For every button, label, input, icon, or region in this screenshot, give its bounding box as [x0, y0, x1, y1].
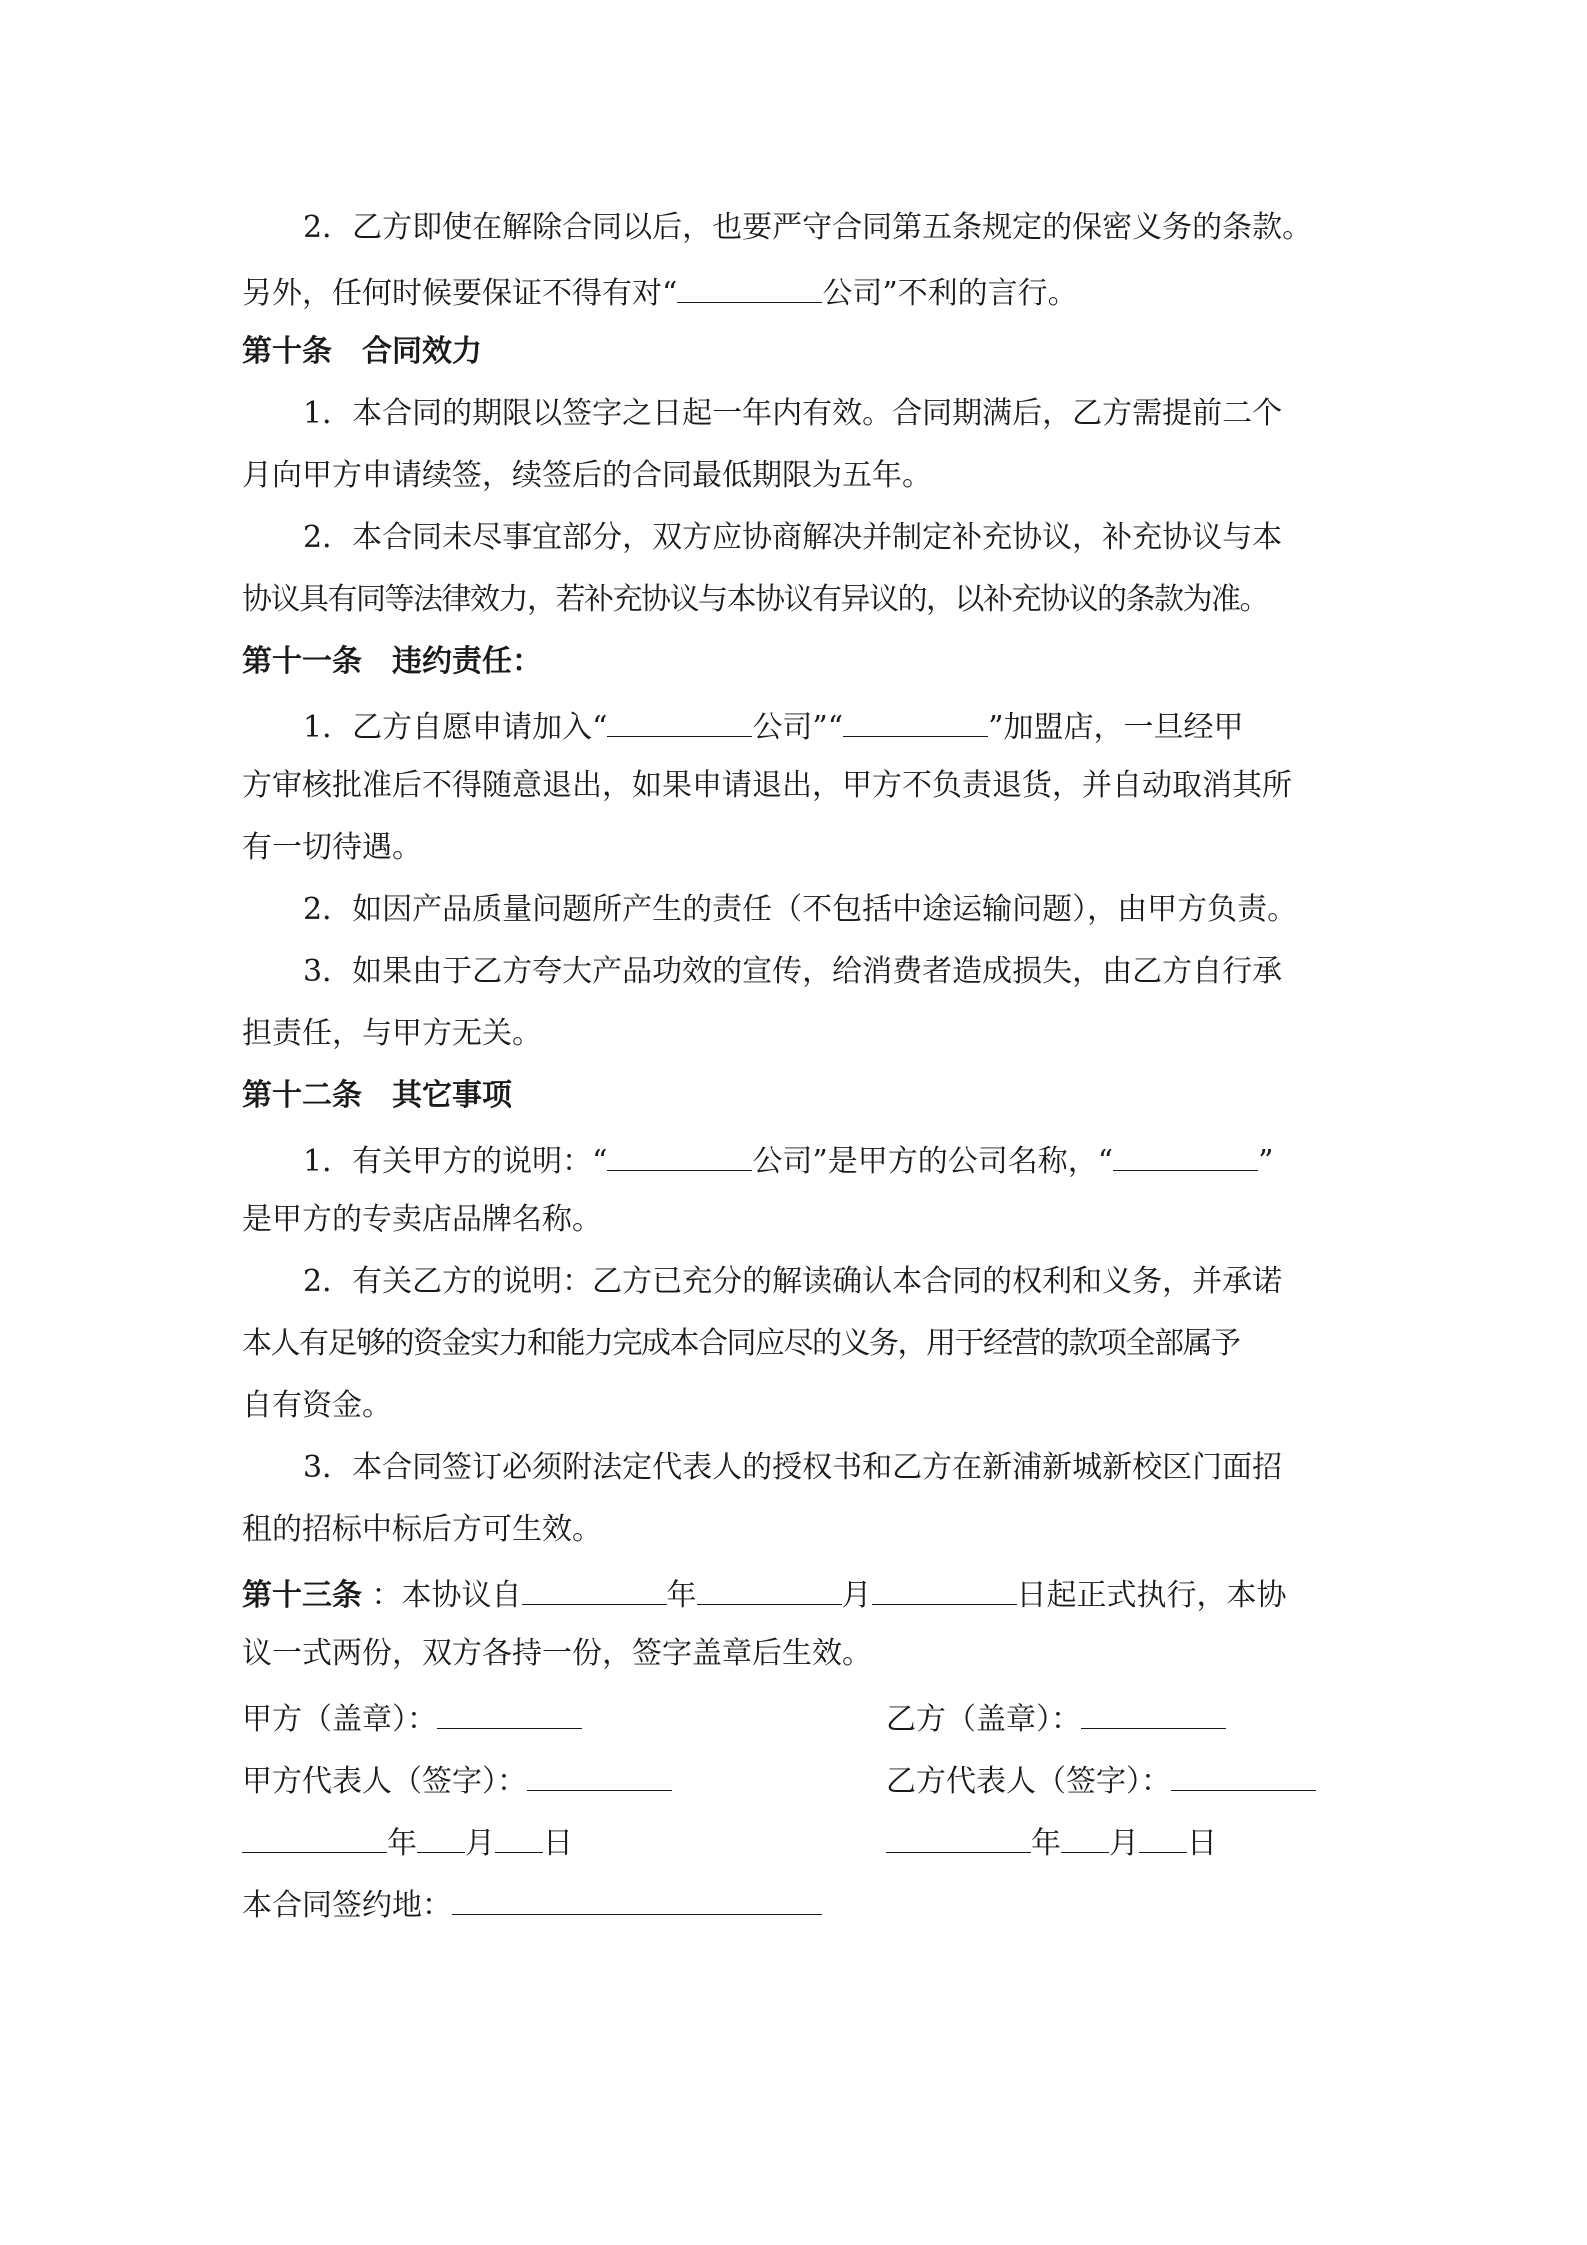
blank-field: [1171, 1758, 1316, 1791]
heading-text: 第十三条: [242, 1578, 362, 1613]
blank-field: [495, 1820, 543, 1853]
paragraph-line: [303, 1262, 1282, 1302]
signing-place: [242, 1882, 822, 1926]
text: 月: [841, 1578, 872, 1613]
text: 2．如因产品质量问题所产生的责任（不包括中途运输问题），由甲方负责。: [303, 892, 1298, 927]
blank-field: [607, 1138, 752, 1171]
heading-text: 第十条 合同效力: [242, 334, 482, 369]
text: 1．本合同的期限以签字之日起一年内有效。合同期满后，乙方需提前二个: [303, 396, 1283, 431]
blank-field: [843, 704, 988, 737]
text: 协议具有同等法律效力，若补充协议与本协议有异议的，以补充协议的条款为准。: [242, 582, 1268, 617]
text: 月向甲方申请续签，续签后的合同最低期限为五年。: [242, 458, 932, 493]
text: 本人有足够的资金实力和能力完成本合同应尽的义务，用于经营的款项全部属予: [242, 1326, 1240, 1361]
blank-field: [1081, 1696, 1226, 1729]
paragraph-line: [303, 1138, 1273, 1182]
blank-field: [527, 1758, 672, 1791]
text: 有一切待遇。: [242, 830, 422, 865]
section-heading: [242, 642, 542, 682]
paragraph-line: [242, 580, 1268, 620]
text: 2．乙方即使在解除合同以后，也要严守合同第五条规定的保密义务的条款。: [303, 210, 1313, 245]
paragraph-line: [242, 1324, 1240, 1364]
paragraph-line: [303, 208, 1312, 248]
text: 年: [1031, 1826, 1061, 1861]
blank-field: [886, 1820, 1031, 1853]
text: 公司”不利的言行。: [822, 276, 1078, 311]
text: 日起正式执行，本协: [1016, 1578, 1287, 1613]
blank-field: [697, 1572, 842, 1605]
text: 是甲方的专卖店品牌名称。: [242, 1202, 602, 1237]
section-heading: [242, 1076, 512, 1116]
paragraph-line: [242, 1386, 392, 1426]
label: 乙方代表人（签字）：: [886, 1764, 1171, 1799]
signature-party-a-rep: [242, 1758, 672, 1802]
label: 甲方（盖章）：: [242, 1702, 437, 1737]
text: 日: [543, 1826, 573, 1861]
label: 甲方代表人（签字）：: [242, 1764, 527, 1799]
paragraph-line: [303, 890, 1297, 930]
signature-party-a-seal: [242, 1696, 582, 1740]
blank-field: [872, 1572, 1017, 1605]
paragraph-line: [303, 1448, 1282, 1488]
text: 月: [1109, 1826, 1139, 1861]
text: 方审核批准后不得随意退出，如果申请退出，甲方不负责退货，并自动取消其所: [242, 768, 1292, 803]
text: 另外，任何时候要保证不得有对“: [242, 276, 678, 311]
paragraph-line: [303, 704, 1243, 748]
text: 年: [387, 1826, 417, 1861]
blank-field: [1113, 1138, 1258, 1171]
heading-text: 第十二条 其它事项: [242, 1078, 512, 1113]
signature-party-b-seal: [886, 1696, 1226, 1740]
signature-party-b-rep: [886, 1758, 1316, 1802]
text: 担责任，与甲方无关。: [242, 1016, 542, 1051]
paragraph-line: [242, 1634, 872, 1674]
blank-field: [677, 270, 822, 303]
text: 2．有关乙方的说明：乙方已充分的解读确认本合同的权利和义务，并承诺: [303, 1264, 1283, 1299]
paragraph-line: [242, 766, 1292, 806]
text: 1．乙方自愿申请加入“: [303, 710, 608, 745]
blank-field: [607, 704, 752, 737]
paragraph-line: [242, 456, 932, 496]
heading-text: 第十一条 违约责任：: [242, 644, 542, 679]
signature-date-b: [886, 1820, 1217, 1864]
blank-field: [522, 1572, 667, 1605]
paragraph-line: [303, 952, 1282, 992]
text: 日: [1187, 1826, 1217, 1861]
blank-field: [452, 1882, 822, 1915]
text: 年: [666, 1578, 697, 1613]
signature-date-a: [242, 1820, 573, 1864]
label: 乙方（盖章）：: [886, 1702, 1081, 1737]
text: 月: [465, 1826, 495, 1861]
text: 公司”是甲方的公司名称，“: [752, 1144, 1114, 1179]
paragraph-line: [303, 518, 1282, 558]
text: ”: [1258, 1144, 1274, 1179]
text: 2．本合同未尽事宜部分，双方应协商解决并制定补充协议，补充协议与本: [303, 520, 1283, 555]
text: 3．如果由于乙方夸大产品功效的宣传，给消费者造成损失，由乙方自行承: [303, 954, 1283, 989]
blank-field: [242, 1820, 387, 1853]
label: 本合同签约地：: [242, 1888, 452, 1923]
blank-field: [417, 1820, 465, 1853]
text: 议一式两份，双方各持一份，签字盖章后生效。: [242, 1636, 872, 1671]
blank-field: [437, 1696, 582, 1729]
paragraph-line: [242, 1572, 1287, 1616]
text: 公司”“: [752, 710, 844, 745]
blank-field: [1139, 1820, 1187, 1853]
text: ”加盟店，一旦经甲: [988, 710, 1244, 745]
paragraph-line: [242, 1014, 542, 1054]
section-heading: [242, 332, 482, 372]
blank-field: [1061, 1820, 1109, 1853]
text: 自有资金。: [242, 1388, 392, 1423]
text: 租的招标中标后方可生效。: [242, 1512, 602, 1547]
paragraph-line: [303, 394, 1282, 434]
paragraph-line: [242, 1510, 602, 1550]
paragraph-line: [242, 1200, 602, 1240]
text: 1．有关甲方的说明：“: [303, 1144, 608, 1179]
text: 3．本合同签订必须附法定代表人的授权书和乙方在新浦新城新校区门面招: [303, 1450, 1283, 1485]
text: ：本协议自: [371, 1578, 522, 1613]
paragraph-line: [242, 270, 1078, 314]
paragraph-line: [242, 828, 422, 868]
